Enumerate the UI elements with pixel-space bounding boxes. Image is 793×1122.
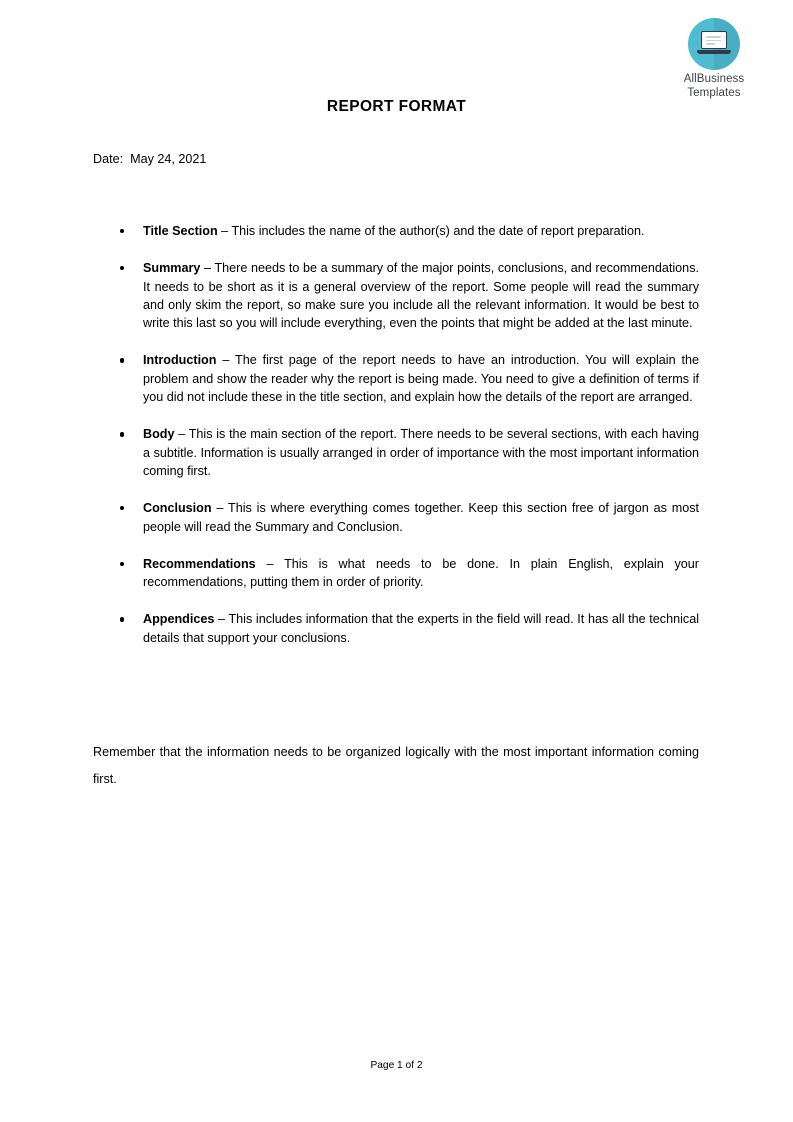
logo-text-line-2: Templates (687, 86, 741, 99)
section-text: This includes the name of the author(s) and the date of report preparation. (231, 224, 645, 238)
page-title: REPORT FORMAT (326, 98, 467, 115)
page-footer: Page 1 of 2 (370, 1060, 423, 1071)
logo-circle (688, 18, 740, 70)
section-term: Recommendations (143, 556, 256, 571)
laptop-screen-line (706, 36, 721, 38)
list-item (93, 222, 699, 240)
list-item (93, 351, 699, 406)
list-item (93, 610, 699, 647)
section-text: This is where everything comes together. Keep this section free of jargon as most people will read the Summary and Conclusion. (143, 501, 699, 534)
section-text: The first page of the report needs to have an introduction. You will explain the problem and show the reader why the report is being made. You need to give a definition of terms if you did not include these in the title section, and explain how the details of the report are arranged. (143, 353, 699, 405)
list-item (93, 425, 699, 480)
section-dash: – (255, 556, 285, 571)
section-term: Summary (143, 261, 201, 276)
section-dash: – (200, 261, 215, 276)
date-value: May 24, 2021 (130, 152, 207, 166)
section-term: Introduction (143, 353, 217, 368)
laptop-screen-line (706, 43, 715, 45)
section-term: Title Section (143, 224, 218, 238)
section-text: This includes information that the experts in the field will read. It has all the technical details that support your conclusions. (143, 612, 700, 645)
bullet-icon (120, 432, 124, 436)
logo-text-line-1: AllBusiness (683, 73, 745, 85)
report-sections-list (93, 222, 699, 647)
logo-text (666, 73, 762, 100)
bullet-icon (120, 266, 124, 270)
section-term: Appendices (143, 612, 215, 627)
laptop-screen-line (706, 40, 721, 42)
date-label: Date: (93, 152, 124, 166)
list-item (93, 259, 699, 332)
section-text: This is the main section of the report. There needs to be several sections, with each having a subtitle. Information is usually arranged in order of importance with the most important information coming first. (143, 427, 699, 478)
bullet-icon (120, 506, 124, 510)
section-term: Conclusion (143, 501, 212, 516)
bullet-icon (120, 562, 124, 566)
section-text: This is what needs to be done. In plain English, explain your recommendations, putting them in order of priority. (143, 556, 700, 590)
section-term: Body (143, 427, 175, 442)
section-dash: – (211, 501, 229, 516)
allbusiness-templates-logo (666, 18, 762, 100)
laptop-icon (697, 31, 731, 57)
bullet-icon (120, 617, 124, 621)
list-item (93, 555, 699, 592)
laptop-screen (701, 31, 727, 49)
section-dash: – (216, 353, 236, 368)
section-dash: – (174, 427, 189, 442)
closing-paragraph: Remember that the information needs to be organized logically with the most important information coming first. (93, 745, 699, 786)
section-text: There needs to be a summary of the major points, conclusions, and recommendations. It needs to be short as it is a general overview of the report. Some people will read the summary and only skim the report, so make sure you include all the relevant information. It would be best to write this last so you will include everything, even the points that might be added at the last minute. (143, 261, 699, 331)
bullet-icon (120, 358, 124, 362)
bullet-icon (120, 229, 124, 233)
laptop-base (697, 50, 731, 54)
section-dash: – (217, 224, 232, 238)
date-line (93, 152, 206, 166)
section-dash: – (214, 612, 229, 627)
list-item (93, 499, 699, 536)
